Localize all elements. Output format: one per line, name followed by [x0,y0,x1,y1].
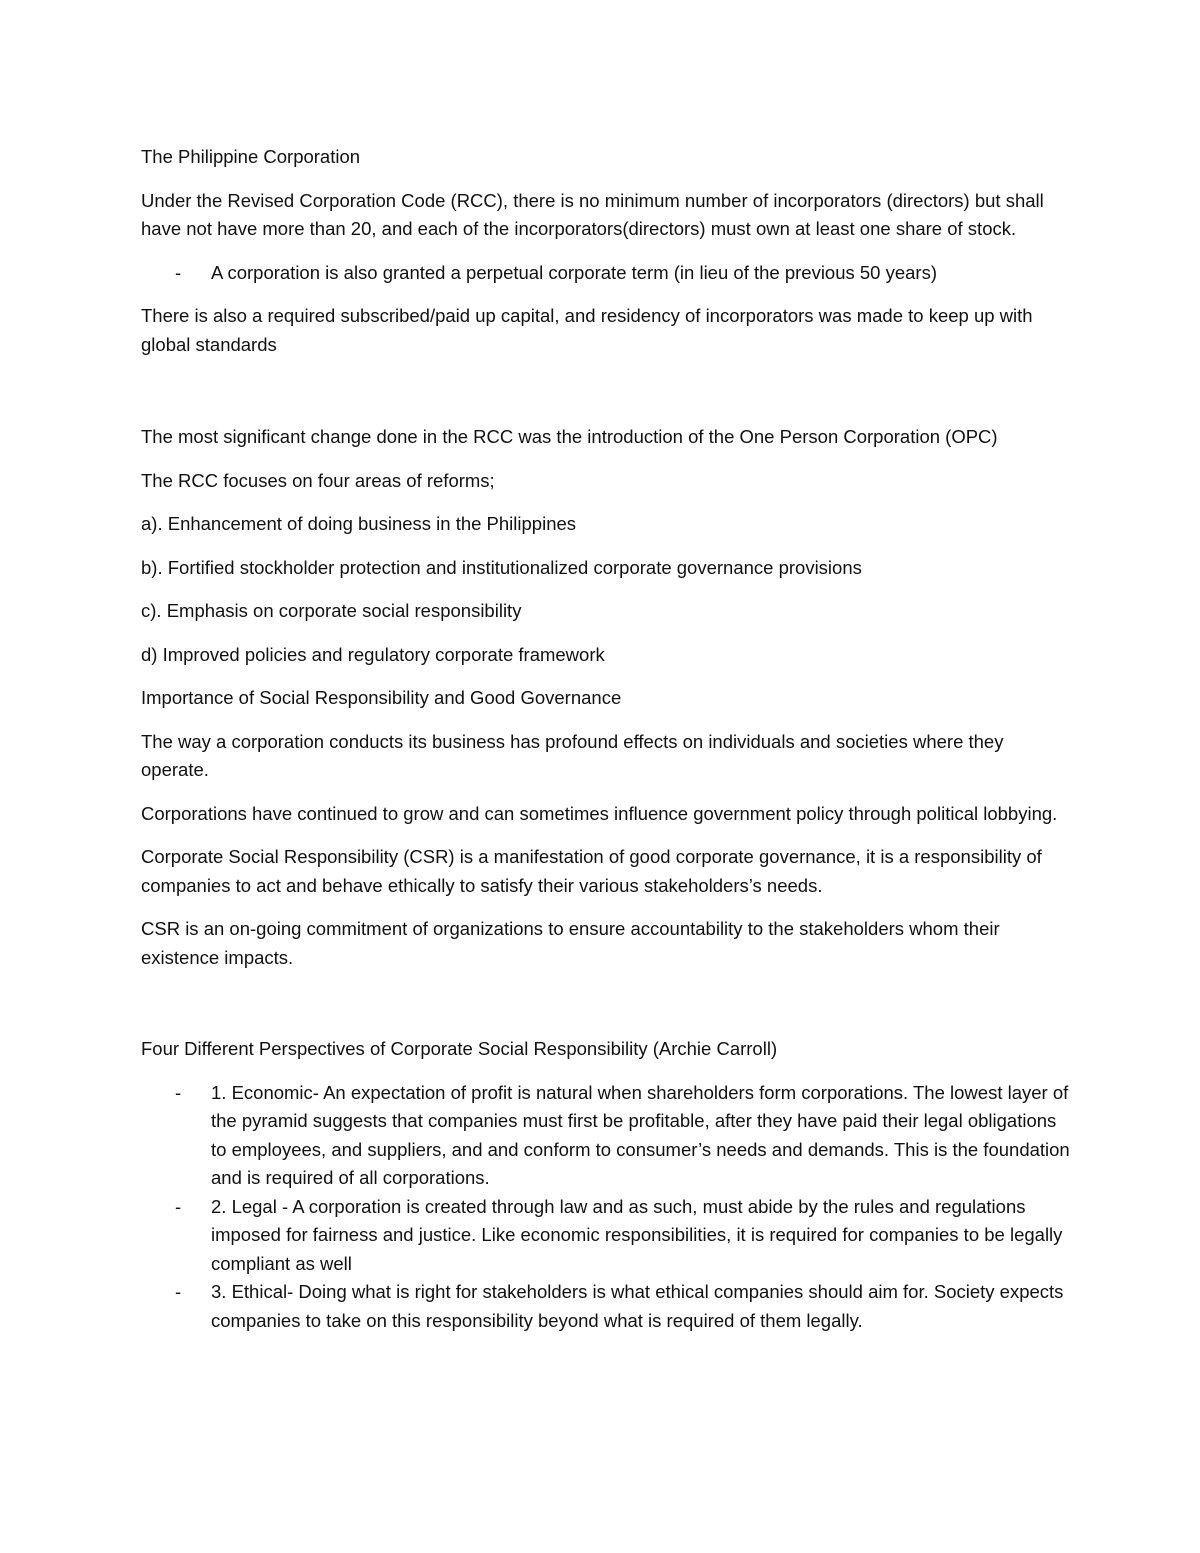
lobbying-paragraph: Corporations have continued to grow and can sometimes influence government policy through political lobbying. [141,802,1058,824]
reform-item-b: b). Fortified stockholder protection and institutionalized corporate governance provisions [141,556,862,578]
perspectives-list [141,1079,1071,1336]
perpetual-term-text: A corporation is also granted a perpetual corporate term (in lieu of the previous 50 years) [211,261,938,283]
csr-definition-paragraph: Corporate Social Responsibility (CSR) is a manifestation of good corporate governance, it is a responsibility of companies to act and behave ethically to satisfy their various stakeholders’s needs. [141,846,1042,896]
rcc-intro-paragraph: Under the Revised Corporation Code (RCC), there is no minimum number of incorporators (directors) but shall have not have more than 20, and each of the incorporators(directors) must own at least one share of stock. [141,189,1044,239]
opc-paragraph: The most significant change done in the RCC was the introduction of the One Person Corporation (OPC) [141,426,998,447]
reforms-intro: The RCC focuses on four areas of reforms; [141,469,495,491]
perspective-item-legal [141,1193,1071,1279]
perspective-item-ethical [141,1278,1071,1335]
perspective-text: 3. Ethical- Doing what is right for stakeholders is what ethical companies should aim for. Society expects companies to take on this responsibility beyond what is required of them legally. [211,1281,1064,1331]
reform-item-a: a). Enhancement of doing business in the Philippines [141,513,577,534]
perspectives-heading: Four Different Perspectives of Corporate Social Responsibility (Archie Carroll) [141,1038,778,1059]
dash-marker: - [175,1081,182,1103]
importance-heading: Importance of Social Responsibility and Good Governance [141,687,622,708]
reform-item-c: c). Emphasis on corporate social responsibility [141,600,522,621]
dash-marker: - [175,1195,182,1217]
perspective-item-economic [141,1079,1071,1193]
document-title: The Philippine Corporation [141,146,361,167]
dash-marker: - [175,1281,182,1302]
document-page [141,143,1071,1335]
perspective-text: 2. Legal - A corporation is created through law and as such, must abide by the rules and regulations imposed for fairness and justice. Like economic responsibilities, it is required for companies to be legally compliant as well [211,1195,1063,1274]
spacer [141,987,1071,1035]
reform-item-d: d) Improved policies and regulatory corporate framework [141,643,605,665]
capital-residency-paragraph: There is also a required subscribed/paid up capital, and residency of incorporators was made to keep up with global standards [141,305,1033,355]
csr-commitment-paragraph: CSR is an on-going commitment of organizations to ensure accountability to the stakeholders whom their existence impacts. [141,918,1000,968]
perpetual-term-item [141,259,1071,288]
dash-marker: - [175,261,182,283]
perspective-text: 1. Economic- An expectation of profit is natural when shareholders form corporations. The lowest layer of the pyramid suggests that companies must first be profitable, after they have paid their legal obligations to employees, and suppliers, and and conform to consumer’s needs and demands. This is the foundation and is required of all corporations. [211,1081,1070,1188]
conduct-paragraph: The way a corporation conducts its business has profound effects on individuals and societies where they operate. [141,730,1004,780]
spacer [141,374,1071,423]
